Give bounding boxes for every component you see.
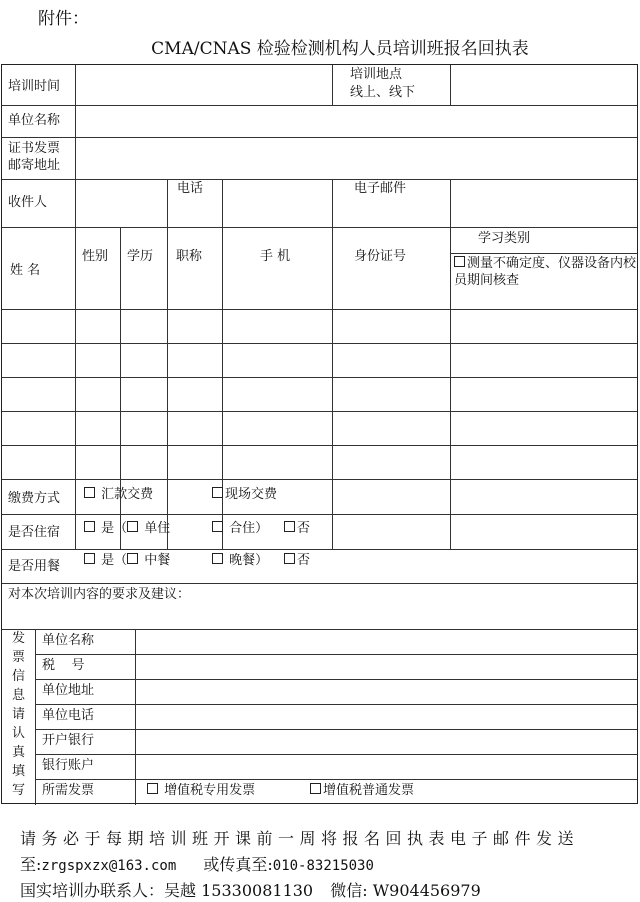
form-title-text: CMA/CNAS 检验检测机构人员培训班报名回执表: [151, 39, 529, 59]
invoice-bank-label: 开户银行: [42, 733, 95, 748]
invoice-vertical-char: 真: [12, 745, 26, 760]
study-option: [454, 256, 636, 290]
unit-name-label: 单位名称: [8, 113, 61, 128]
email-label: 电子邮件: [354, 181, 407, 196]
remit-checkbox[interactable]: [84, 487, 95, 498]
lodging-no-text: 否: [297, 521, 311, 536]
invoice-type-special[interactable]: [147, 783, 255, 800]
lodging-single-checkbox[interactable]: [127, 521, 138, 532]
payment-option-onsite[interactable]: [212, 487, 277, 504]
meals-no-option: [284, 553, 310, 570]
lodging-shared-text: 合住）: [229, 521, 269, 536]
special-invoice-text: 增值税专用发票: [164, 783, 256, 798]
footer-email-line: [20, 852, 374, 875]
remit-text: 汇款交费: [101, 487, 154, 502]
normal-invoice-text: 增值税普通发票: [323, 783, 415, 798]
study-category-header: 学习类别: [478, 231, 531, 246]
footer-fax-label: 或传真至:: [203, 855, 273, 874]
footer-wechat-label: 微信:: [330, 881, 368, 900]
meals-no-text: 否: [297, 553, 311, 568]
invoice-vertical-char: 息: [12, 688, 26, 703]
gender-column-header: 性别: [82, 249, 109, 264]
invoice-vertical-char: 请: [12, 707, 26, 722]
invoice-unit-address-label: 单位地址: [42, 683, 95, 698]
invoice-unit-name-label: 单位名称: [42, 633, 95, 648]
special-invoice-checkbox[interactable]: [147, 783, 158, 794]
suggestions-label: 对本次培训内容的要求及建议：: [8, 587, 191, 602]
study-option-checkbox[interactable]: [454, 256, 465, 267]
meals-lunch-checkbox[interactable]: [127, 553, 138, 564]
invoice-vertical-char: 认: [12, 726, 26, 741]
registration-form: [1, 64, 638, 804]
meals-options: [84, 553, 170, 570]
invoice-unit-phone-label: 单位电话: [42, 708, 95, 723]
attachment-label: 附件：: [38, 9, 89, 29]
invoice-vertical-char: 发: [12, 631, 26, 646]
footer-contact-label: 国实培训办联系人：: [20, 881, 165, 900]
payment-option-remit[interactable]: [84, 487, 153, 504]
lodging-no-checkbox[interactable]: [284, 521, 295, 532]
form-title: [0, 34, 640, 59]
normal-invoice-checkbox[interactable]: [310, 783, 321, 794]
training-location-label: 培训地点: [350, 67, 403, 82]
footer-contact-line: [20, 878, 481, 901]
invoice-vertical-char: 票: [12, 650, 26, 665]
mobile-column-header: 手 机: [260, 249, 291, 264]
footer-to-label: 至:: [20, 855, 42, 874]
training-location-options: 线上、线下: [350, 85, 416, 100]
footer-contact-phone: 15330081130: [201, 881, 314, 900]
meals-yes-checkbox[interactable]: [84, 553, 95, 564]
invoice-vertical-char: 写: [12, 783, 26, 798]
invoice-tax-no-label: 税 号: [42, 658, 85, 673]
study-option-text: 测量不确定度、仪器设备内校员期间核查: [454, 256, 637, 288]
lodging-yes-text: 是（: [101, 521, 128, 536]
invoice-vertical-char: 填: [12, 764, 26, 779]
footer-contact-name: 吴越: [164, 881, 197, 900]
invoice-account-label: 银行账户: [42, 758, 95, 773]
lodging-shared-option: [212, 521, 268, 538]
name-column-header: 姓 名: [10, 263, 41, 278]
invoice-type-normal[interactable]: [310, 783, 414, 800]
onsite-checkbox[interactable]: [212, 487, 223, 498]
payment-label: 缴费方式: [8, 491, 61, 506]
onsite-text: 现场交费: [225, 487, 278, 502]
lodging-no-option: [284, 521, 310, 538]
meals-yes-text: 是（: [101, 553, 128, 568]
invoice-type-label: 所需发票: [42, 783, 95, 798]
lodging-yes-checkbox[interactable]: [84, 521, 95, 532]
invoice-address-label-2: 邮寄地址: [8, 158, 61, 173]
lodging-options: [84, 521, 170, 538]
footer-email[interactable]: zrgspxzx@163.com: [41, 858, 177, 874]
lodging-shared-checkbox[interactable]: [212, 521, 223, 532]
footer-wechat: W904456979: [372, 881, 481, 900]
phone-label: 电话: [177, 181, 204, 196]
invoice-vertical-char: 信: [12, 669, 26, 684]
meals-dinner-text: 晚餐）: [229, 553, 269, 568]
lodging-single-text: 单住: [144, 521, 171, 536]
footer-fax: 010-83215030: [272, 858, 374, 874]
recipient-label: 收件人: [8, 195, 48, 210]
title-column-header: 职称: [176, 249, 203, 264]
meals-no-checkbox[interactable]: [284, 553, 295, 564]
meals-dinner-checkbox[interactable]: [212, 553, 223, 564]
education-column-header: 学历: [127, 249, 154, 264]
meals-label: 是否用餐: [8, 559, 61, 574]
lodging-label: 是否住宿: [8, 525, 61, 540]
meals-dinner-option: [212, 553, 268, 570]
id-column-header: 身份证号: [354, 249, 407, 264]
meals-lunch-text: 中餐: [144, 553, 171, 568]
footer-instruction: 请务必于每期培训班开课前一周将报名回执表电子邮件发送: [20, 829, 580, 848]
invoice-address-label-1: 证书发票: [8, 141, 61, 156]
training-time-label: 培训时间: [8, 79, 61, 94]
